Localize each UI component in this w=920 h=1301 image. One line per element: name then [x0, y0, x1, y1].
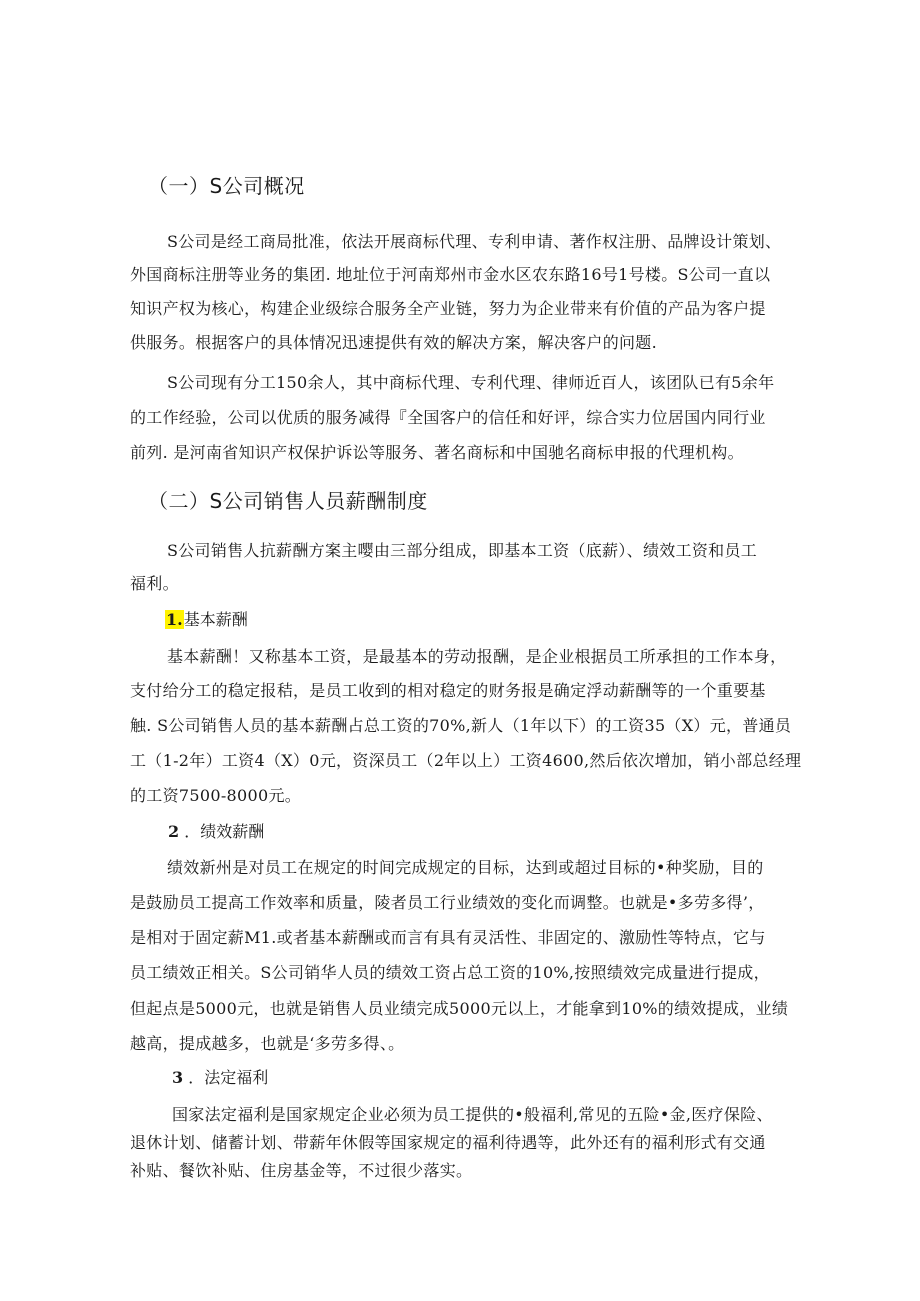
- s1-p1-line4: 供服务。根据客户的具体情况迅速提供有效的解决方案，解决客户的问题.: [130, 333, 657, 352]
- sub3-heading: [172, 1065, 268, 1088]
- sub1-line4: 工（1-2年）工资4（X）0元，资深员工（2年以上）工资4600,然后依次增加，销小部总经理: [130, 751, 802, 770]
- sub1-line1: 基本薪酬！又称基本工资，是最基本的劳动报酬，是企业根据员工所承担的工作本身，: [167, 647, 787, 666]
- sub1-number: 1.: [166, 610, 183, 629]
- sub2-line2: 是鼓励员工提高工作效率和质量，陵者员工行业绩效的变化而调整。也就是•多劳多得’，: [130, 893, 765, 912]
- s1-p1-line2: 外国商标注册等业务的集团. 地址位于河南郑州市金水区农东路16号1号楼。S公司一直以: [130, 265, 771, 284]
- section2-heading: （二）S公司销售人员薪酬制度: [148, 489, 428, 513]
- s1-p2-line2: 的工作经验，公司以优质的服务减得『全国客户的信任和好评，综合实力位居国内同行业: [130, 408, 766, 427]
- sub3-number: 3: [172, 1068, 184, 1087]
- sub2-line3: 是相对于固定薪M1.或者基本薪酬或而言有具有灵活性、非固定的、激励性等特点，它与: [130, 928, 766, 947]
- sub3-line3: 补贴、餐饮补贴、住房基金等，不过很少落实。: [130, 1161, 473, 1180]
- s1-p1-line1: S公司是经工商局批准，依法开展商标代理、专利申请、著作权注册、品牌设计策划、: [167, 232, 782, 251]
- sub3-title: ．法定福利: [188, 1068, 269, 1087]
- sub2-line1: 绩效新州是对员工在规定的时间完成规定的目标，达到或超过目标的•种奖励，目的: [167, 858, 764, 877]
- sub2-heading: [168, 819, 264, 842]
- s1-p2-line3: 前列. 是河南省知识产权保护诉讼等服务、著名商标和中国驰名商标申报的代理机构。: [130, 443, 744, 462]
- sub1-line2: 支付给分工的稳定报秸，是员工收到的相对稳定的财务报是确定浮动薪酬等的一个重要基: [130, 681, 766, 700]
- sub1-heading: [165, 607, 248, 630]
- sub1-line3: 触. S公司销售人员的基本薪酬占总工资的70%,新人（1年以下）的工资35（X）元，普通员: [130, 716, 792, 735]
- sub3-line1: 国家法定福利是国家规定企业必须为员工提供的•般福利,常见的五险•金,医疗保险、: [172, 1105, 773, 1124]
- section1-heading: （一）S公司概况: [148, 174, 305, 198]
- s2-intro-line2: 福利。: [130, 574, 179, 593]
- sub1-line5: 的工资7500-8000元。: [130, 786, 302, 805]
- sub2-line4: 员工绩效正相关。S公司销华人员的绩效工资占总工资的10%,按照绩效完成量进行提成，: [130, 963, 770, 982]
- sub2-number: 2: [168, 822, 180, 841]
- s1-p2-line1: S公司现有分工150余人，其中商标代理、专利代理、律师近百人，该团队已有5余年: [167, 373, 775, 392]
- sub2-title: ．绩效薪酬: [184, 822, 265, 841]
- s2-intro-line1: S公司销售人抗薪酬方案主嘤由三部分组成，即基本工资（底薪）、绩效工资和员工: [167, 541, 758, 560]
- sub2-line6: 越高，提成越多，也就是‘多劳多得、。: [130, 1034, 405, 1053]
- s1-p1-line3: 知识产权为核心，构建企业级综合服务全产业链，努力为企业带来有价值的产品为客户提: [130, 299, 766, 318]
- sub2-line5: 但起点是5000元，也就是销售人员业绩完成5000元以上，才能拿到10%的绩效提成，业绩: [130, 999, 789, 1018]
- sub1-title: 基本薪酬: [183, 610, 248, 629]
- sub3-line2: 退休计划、储蓄计划、带薪年休假等国家规定的福利待遇等，此外还有的福利形式有交通: [130, 1133, 766, 1152]
